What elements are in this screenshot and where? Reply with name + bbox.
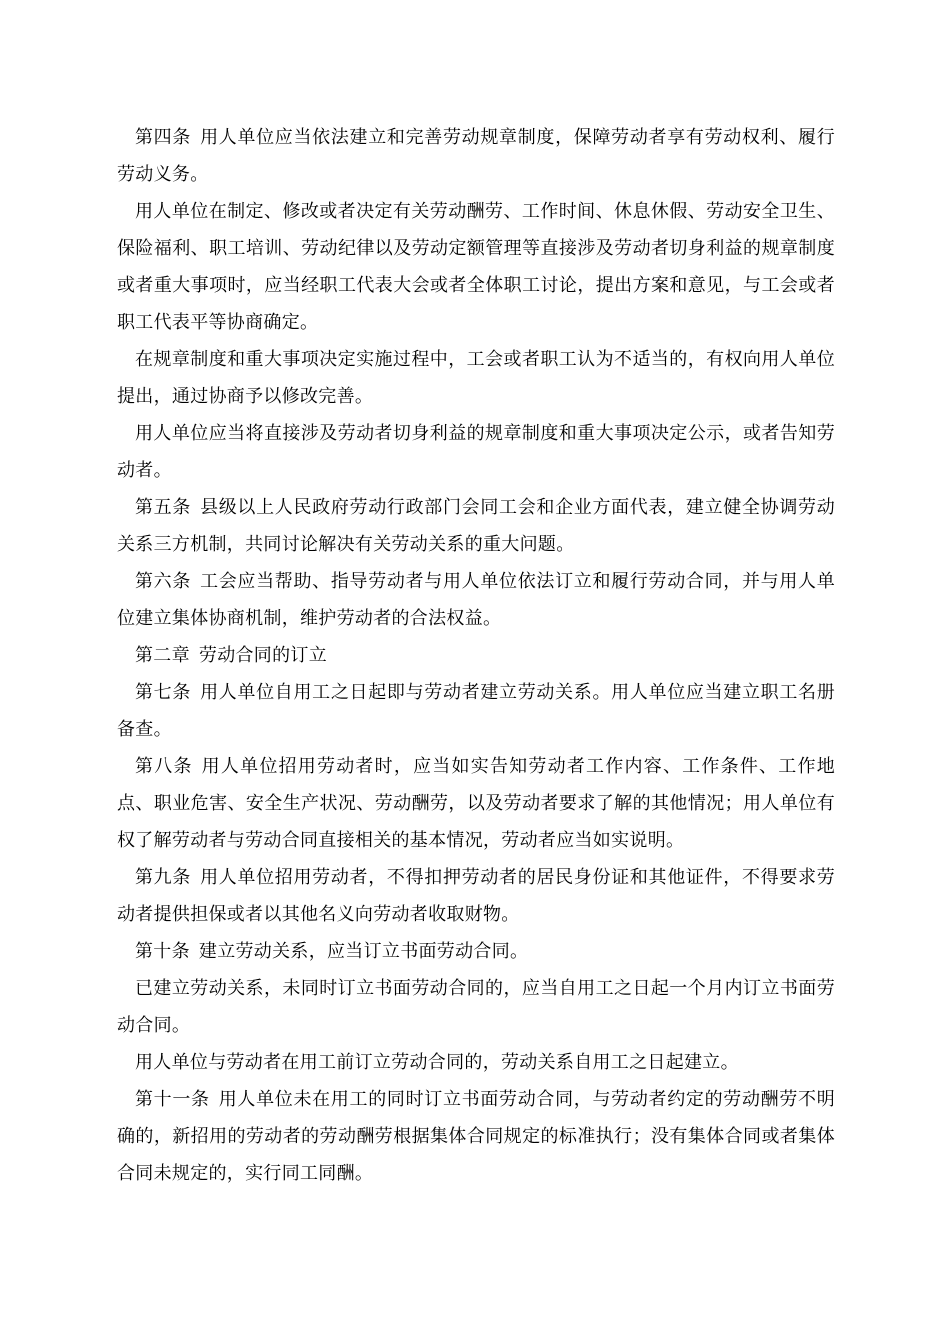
paragraph-article-6 bbox=[117, 563, 835, 637]
paragraph bbox=[117, 970, 835, 1044]
paragraph bbox=[117, 1044, 835, 1081]
paragraph-text: 在规章制度和重大事项决定实施过程中，工会或者职工认为不适当的，有权向用人单位提出，通过协商予以修改完善。 bbox=[117, 349, 835, 407]
paragraph bbox=[117, 415, 835, 489]
paragraph-text: 用人单位应当依法建立和完善劳动规章制度，保障劳动者享有劳动权利、履行劳动义务。 bbox=[117, 127, 835, 185]
paragraph-text: 用人单位招用劳动者，不得扣押劳动者的居民身份证和其他证件，不得要求劳动者提供担保或者以其他名义向劳动者收取财物。 bbox=[117, 867, 835, 925]
article-number: 第七条 bbox=[135, 682, 192, 703]
paragraph-article-9 bbox=[117, 859, 835, 933]
paragraph-article-8 bbox=[117, 748, 835, 859]
chapter-title: 劳动合同的订立 bbox=[198, 645, 328, 666]
paragraph-text: 建立劳动关系，应当订立书面劳动合同。 bbox=[198, 941, 529, 962]
article-number: 第五条 bbox=[135, 497, 192, 518]
paragraph bbox=[117, 341, 835, 415]
paragraph-article-5 bbox=[117, 489, 835, 563]
paragraph-text: 用人单位自用工之日起即与劳动者建立劳动关系。用人单位应当建立职工名册备查。 bbox=[117, 682, 835, 740]
chapter-heading bbox=[117, 637, 835, 674]
article-number: 第十条 bbox=[135, 941, 190, 962]
paragraph-text: 用人单位招用劳动者时，应当如实告知劳动者工作内容、工作条件、工作地点、职业危害、安全生产状况、劳动酬劳，以及劳动者要求了解的其他情况；用人单位有权了解劳动者与劳动合同直接相关的基本情况，劳动者应当如实说明。 bbox=[117, 756, 835, 851]
paragraph bbox=[117, 193, 835, 341]
paragraph-text: 用人单位应当将直接涉及劳动者切身利益的规章制度和重大事项决定公示，或者告知劳动者。 bbox=[117, 423, 835, 481]
document-body bbox=[117, 119, 835, 1192]
article-number: 第四条 bbox=[135, 127, 192, 148]
paragraph-article-4 bbox=[117, 119, 835, 193]
paragraph-article-7 bbox=[117, 674, 835, 748]
paragraph-text: 用人单位与劳动者在用工前订立劳动合同的，劳动关系自用工之日起建立。 bbox=[135, 1052, 739, 1073]
paragraph-text: 用人单位在制定、修改或者决定有关劳动酬劳、工作时间、休息休假、劳动安全卫生、保险福利、职工培训、劳动纪律以及劳动定额管理等直接涉及劳动者切身利益的规章制度或者重大事项时，应当经职工代表大会或者全体职工讨论，提出方案和意见，与工会或者职工代表平等协商确定。 bbox=[117, 201, 835, 333]
article-number: 第八条 bbox=[135, 756, 193, 777]
paragraph-text: 工会应当帮助、指导劳动者与用人单位依法订立和履行劳动合同，并与用人单位建立集体协商机制，维护劳动者的合法权益。 bbox=[117, 571, 835, 629]
article-number: 第十一条 bbox=[135, 1089, 210, 1110]
article-number: 第九条 bbox=[135, 867, 192, 888]
paragraph-text: 用人单位未在用工的同时订立书面劳动合同，与劳动者约定的劳动酬劳不明确的，新招用的劳动者的劳动酬劳根据集体合同规定的标准执行；没有集体合同或者集体合同未规定的，实行同工同酬。 bbox=[117, 1089, 835, 1184]
paragraph-text: 已建立劳动关系，未同时订立书面劳动合同的，应当自用工之日起一个月内订立书面劳动合同。 bbox=[117, 978, 835, 1036]
chapter-number: 第二章 bbox=[135, 645, 190, 666]
paragraph-article-10 bbox=[117, 933, 835, 970]
paragraph-text: 县级以上人民政府劳动行政部门会同工会和企业方面代表，建立健全协调劳动关系三方机制，共同讨论解决有关劳动关系的重大问题。 bbox=[117, 497, 835, 555]
article-number: 第六条 bbox=[135, 571, 192, 592]
paragraph-article-11 bbox=[117, 1081, 835, 1192]
